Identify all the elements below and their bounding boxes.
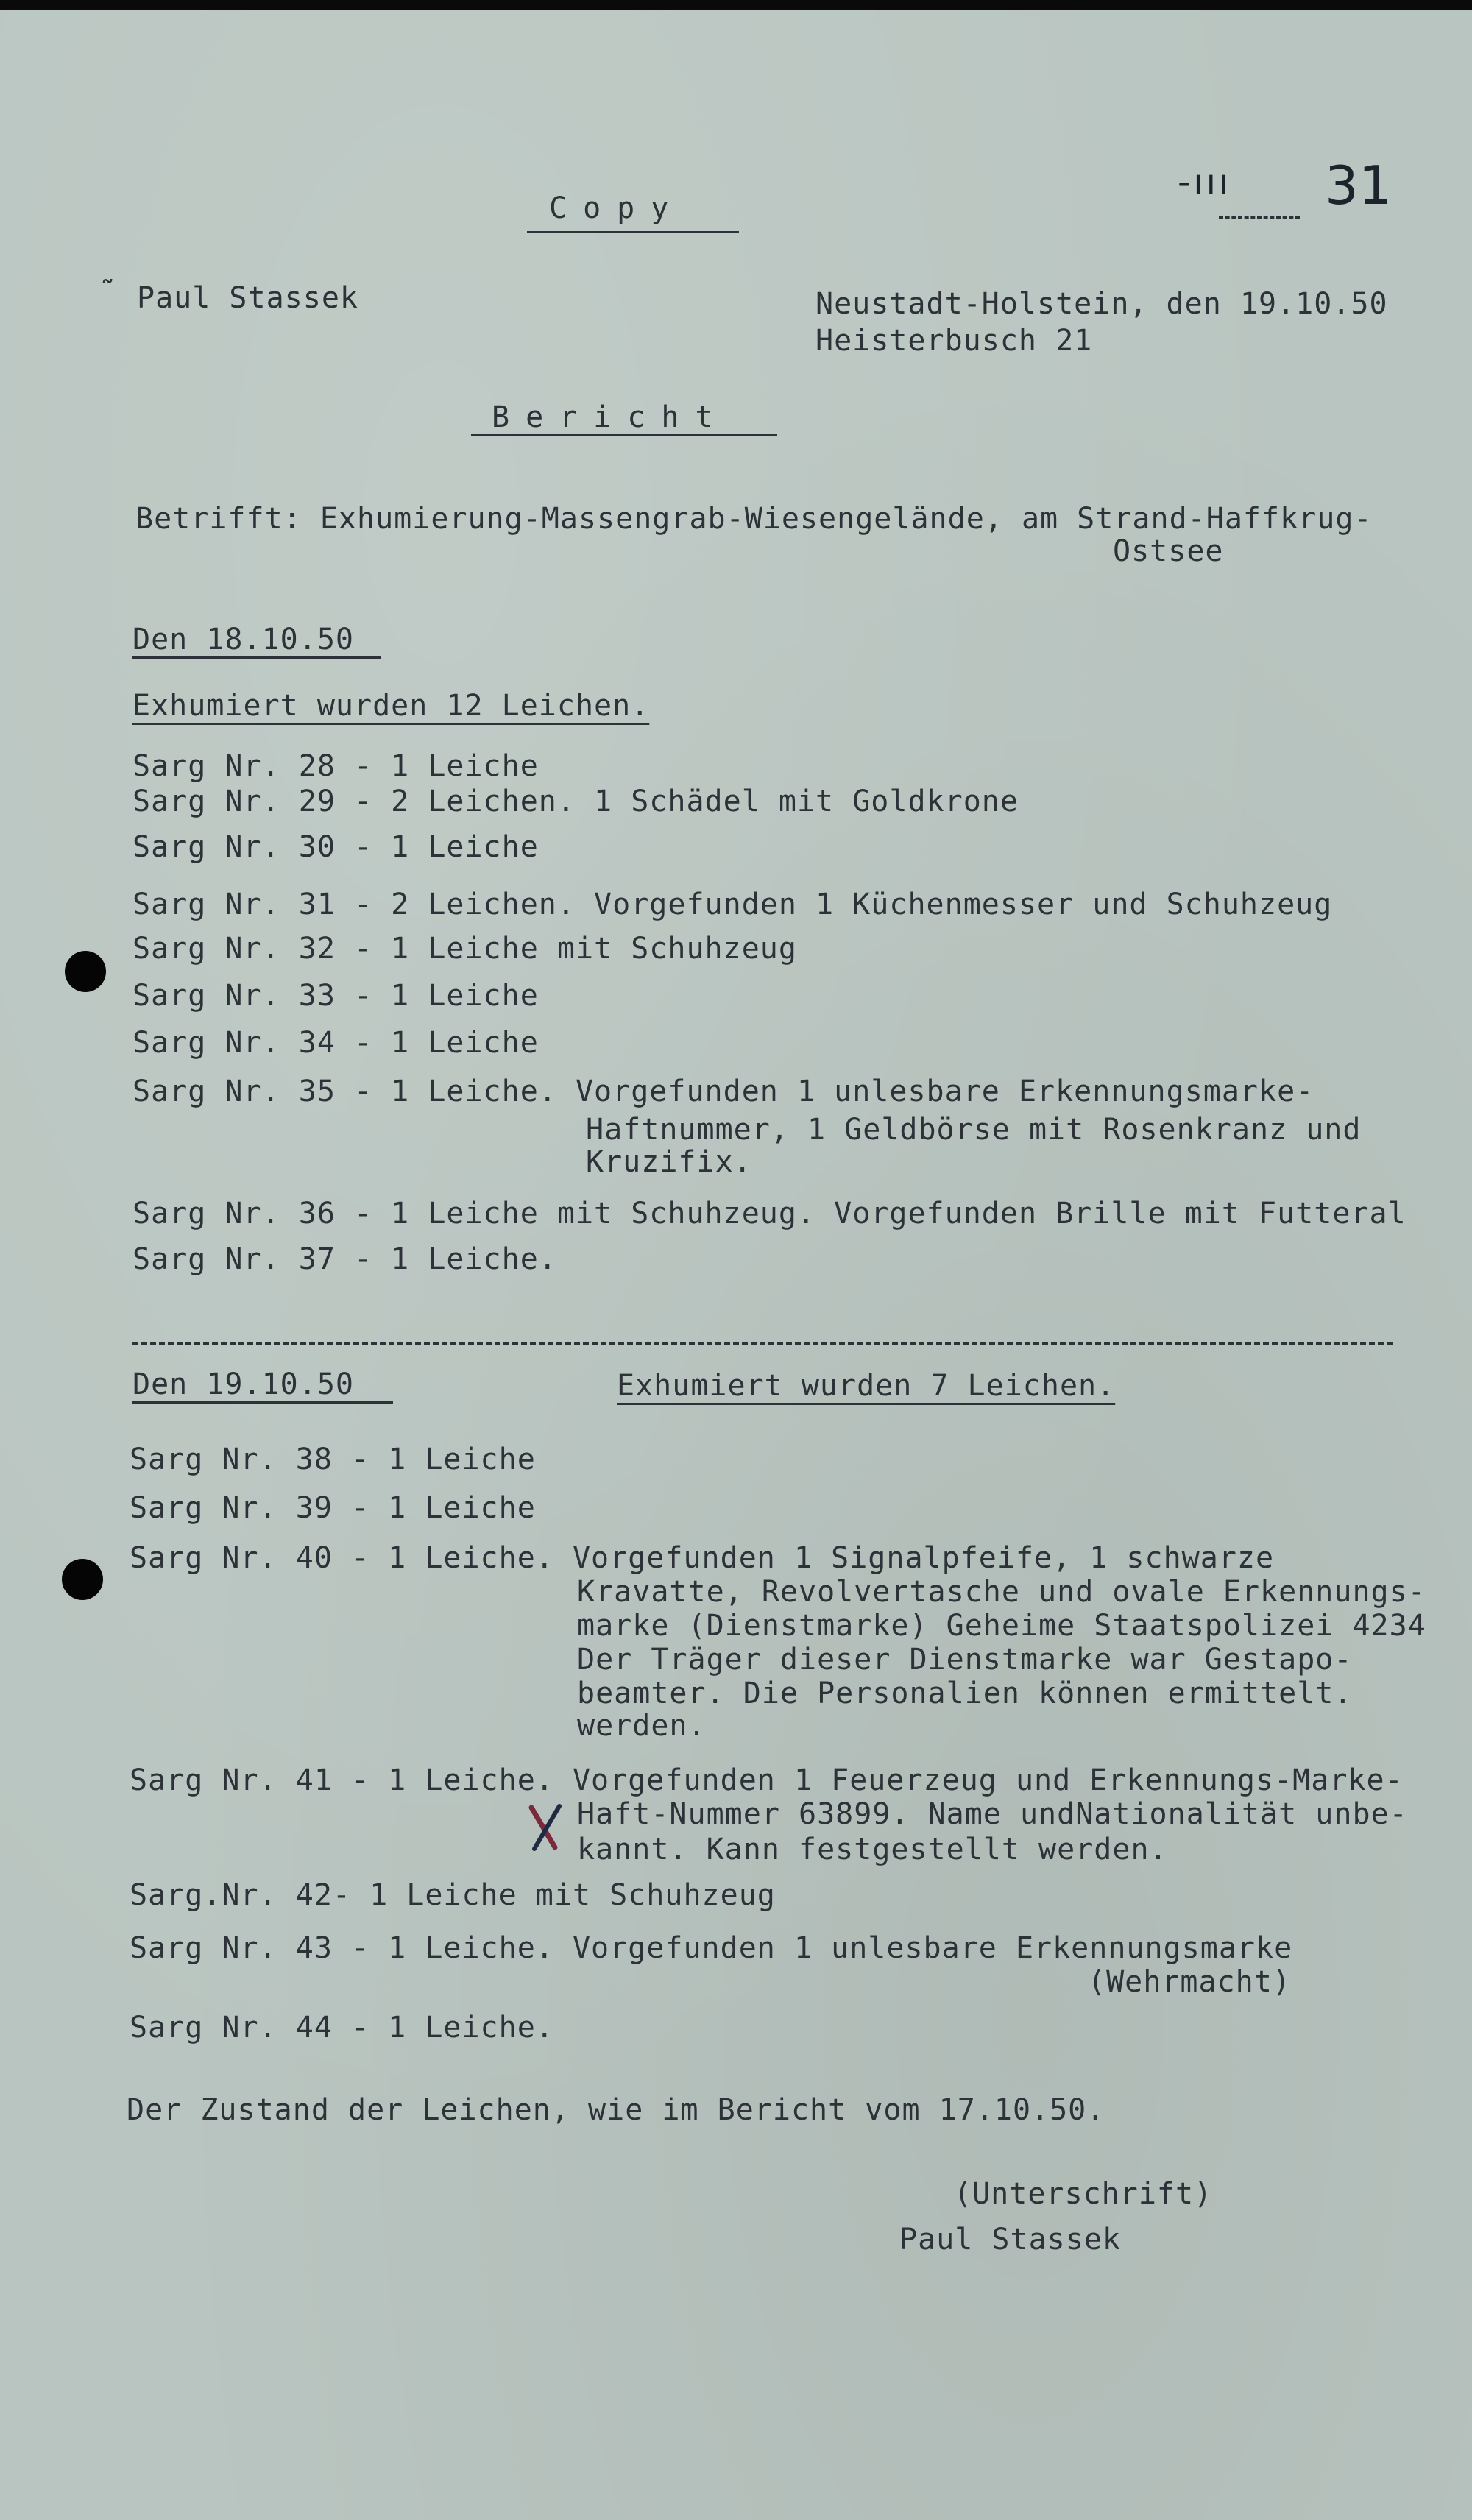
day1-date-underline [132, 656, 381, 659]
entry-41-line-1: Sarg Nr. 41 - 1 Leiche. Vorgefunden 1 Feuerzeug und Erkennungs-Marke- [130, 1763, 1404, 1797]
entry-32: Sarg Nr. 32 - 1 Leiche mit Schuhzeug [132, 932, 797, 966]
entry-40-line-1: Sarg Nr. 40 - 1 Leiche. Vorgefunden 1 Signalpfeife, 1 schwarze [130, 1541, 1275, 1575]
entry-40-line-6: werden. [577, 1709, 707, 1743]
entry-35-line-3: Kruzifix. [586, 1145, 752, 1179]
margin-tick: ˜ [99, 275, 118, 309]
entry-40-line-4: Der Träger dieser Dienstmarke war Gestapo- [577, 1643, 1353, 1677]
entry-39: Sarg Nr. 39 - 1 Leiche [130, 1491, 536, 1525]
day1-date: Den 18.10.50 [132, 623, 354, 656]
red-cross-mark [526, 1802, 567, 1853]
copy-label: Copy [549, 191, 685, 225]
entry-40-line-5: beamter. Die Personalien können ermittelt. [577, 1677, 1353, 1710]
entry-43-line-2: (Wehrmacht) [1088, 1965, 1291, 1999]
entry-29: Sarg Nr. 29 - 2 Leichen. 1 Schädel mit Goldkrone [132, 785, 1019, 818]
entry-33: Sarg Nr. 33 - 1 Leiche [132, 979, 539, 1013]
entry-41-line-3: kannt. Kann festgestellt werden. [577, 1833, 1168, 1866]
signature-name: Paul Stassek [899, 2223, 1121, 2257]
entry-35-line-2: Haftnummer, 1 Geldbörse mit Rosenkranz und [586, 1113, 1362, 1147]
entry-31: Sarg Nr. 31 - 2 Leichen. Vorgefunden 1 Küchenmesser und Schuhzeug [132, 888, 1333, 921]
subject-line-2: Ostsee [1113, 534, 1224, 568]
document-page [0, 10, 1472, 2520]
entry-36: Sarg Nr. 36 - 1 Leiche mit Schuhzeug. Vorgefunden Brille mit Futteral [132, 1197, 1406, 1231]
day1-summary: Exhumiert wurden 12 Leichen. [132, 689, 650, 723]
entry-28: Sarg Nr. 28 - 1 Leiche [132, 749, 539, 783]
entry-30: Sarg Nr. 30 - 1 Leiche [132, 830, 539, 864]
page-number: 31 [1325, 155, 1393, 216]
entry-42: Sarg.Nr. 42- 1 Leiche mit Schuhzeug [130, 1878, 776, 1912]
signature-label: (Unterschrift) [954, 2177, 1213, 2211]
entry-34: Sarg Nr. 34 - 1 Leiche [132, 1026, 539, 1060]
entry-43-line-1: Sarg Nr. 43 - 1 Leiche. Vorgefunden 1 unlesbare Erkennungsmarke [130, 1931, 1293, 1965]
entry-41-line-2: Haft-Nummer 63899. Name undNationalität unbe- [577, 1797, 1408, 1831]
subject-line-1: Betrifft: Exhumierung-Massengrab-Wiesengelände, am Strand-Haffkrug- [135, 502, 1373, 536]
entry-35-line-1: Sarg Nr. 35 - 1 Leiche. Vorgefunden 1 unlesbare Erkennungsmarke- [132, 1075, 1314, 1108]
copy-underline [527, 231, 739, 233]
entry-38: Sarg Nr. 38 - 1 Leiche [130, 1443, 536, 1476]
place-date: Neustadt-Holstein, den 19.10.50 [815, 287, 1388, 321]
entry-40-line-3: marke (Dienstmarke) Geheime Staatspolizei 4234 [577, 1609, 1426, 1643]
day2-date: Den 19.10.50 [132, 1367, 354, 1401]
title-underline [471, 434, 777, 436]
entry-37: Sarg Nr. 37 - 1 Leiche. [132, 1242, 557, 1276]
entry-40-line-2: Kravatte, Revolvertasche und ovale Erkennungs- [577, 1575, 1426, 1609]
punch-hole-bottom [62, 1559, 103, 1600]
report-title: Bericht [492, 400, 729, 434]
stamp-dashes [1219, 216, 1300, 219]
day2-summary: Exhumiert wurden 7 Leichen. [617, 1369, 1116, 1403]
closing-remark: Der Zustand der Leichen, wie im Bericht vom 17.10.50. [127, 2093, 1105, 2127]
stamp-mark: -ııı [1178, 162, 1232, 203]
punch-hole-top [65, 951, 106, 992]
day2-date-underline [132, 1401, 393, 1404]
street-address: Heisterbusch 21 [815, 324, 1093, 358]
author-name: Paul Stassek [137, 281, 358, 315]
section-divider [132, 1342, 1393, 1345]
entry-44: Sarg Nr. 44 - 1 Leiche. [130, 2011, 554, 2045]
